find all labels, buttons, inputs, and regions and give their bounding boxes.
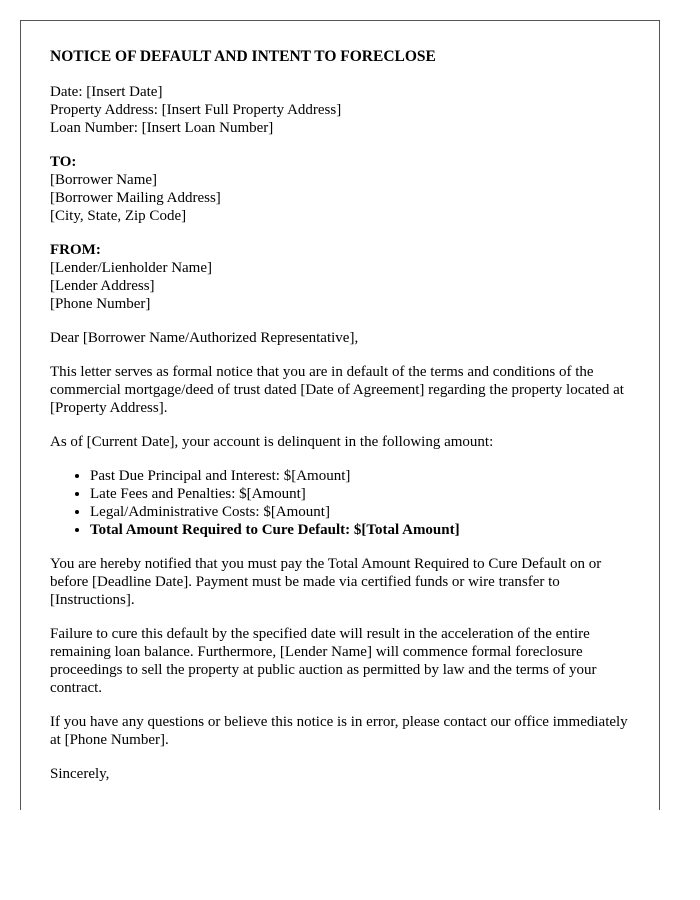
salutation: Dear [Borrower Name/Authorized Representative], (50, 330, 359, 346)
to-label: TO: (50, 154, 77, 170)
borrower-city-state-zip: [City, State, Zip Code] (50, 208, 187, 224)
closing: Sincerely, (50, 766, 110, 782)
header-info (50, 83, 640, 137)
borrower-mailing-address: [Borrower Mailing Address] (50, 190, 221, 206)
property-address-line: Property Address: [Insert Full Property Address] (50, 102, 342, 118)
date-line: Date: [Insert Date] (50, 84, 163, 100)
contact-paragraph: If you have any questions or believe this notice is in error, please contact our office immediately at [Phone Number]. (50, 714, 628, 748)
foreclosure-warning-paragraph: Failure to cure this default by the specified date will result in the acceleration of the entire remaining loan balance. Furthermore, [Lender Name] will commence formal foreclosure proceedings to sell the property at public auction as permitted by law and the terms of your contract. (50, 626, 597, 696)
borrower-name: [Borrower Name] (50, 172, 158, 188)
list-item-principal-interest: • Past Due Principal and Interest: $[Amount] (90, 467, 640, 485)
list-item-legal-costs: • Legal/Administrative Costs: $[Amount] (90, 503, 640, 521)
loan-number-line: Loan Number: [Insert Loan Number] (50, 120, 274, 136)
recipient-block (50, 153, 640, 225)
from-label: FROM: (50, 242, 101, 258)
amounts-list (50, 467, 640, 539)
letter-content (50, 47, 640, 799)
lender-address: [Lender Address] (50, 278, 155, 294)
list-item-late-fees: • Late Fees and Penalties: $[Amount] (90, 485, 640, 503)
payment-deadline-paragraph: You are hereby notified that you must pay the Total Amount Required to Cure Default on or before [Deadline Date]. Payment must be made via certified funds or wire transfer to [Instructions]. (50, 556, 602, 608)
lender-phone: [Phone Number] (50, 296, 151, 312)
default-notice-paragraph: This letter serves as formal notice that you are in default of the terms and conditions of the commercial mortgage/deed of trust dated [Date of Agreement] regarding the property located at [Property Address]. (50, 364, 624, 416)
document-title: NOTICE OF DEFAULT AND INTENT TO FORECLOSE (50, 48, 436, 65)
sender-block (50, 241, 640, 313)
lender-name: [Lender/Lienholder Name] (50, 260, 213, 276)
list-item-total-cure-amount: • Total Amount Required to Cure Default: $[Total Amount] (90, 521, 640, 539)
delinquency-paragraph: As of [Current Date], your account is delinquent in the following amount: (50, 434, 494, 450)
document-page (20, 20, 660, 810)
